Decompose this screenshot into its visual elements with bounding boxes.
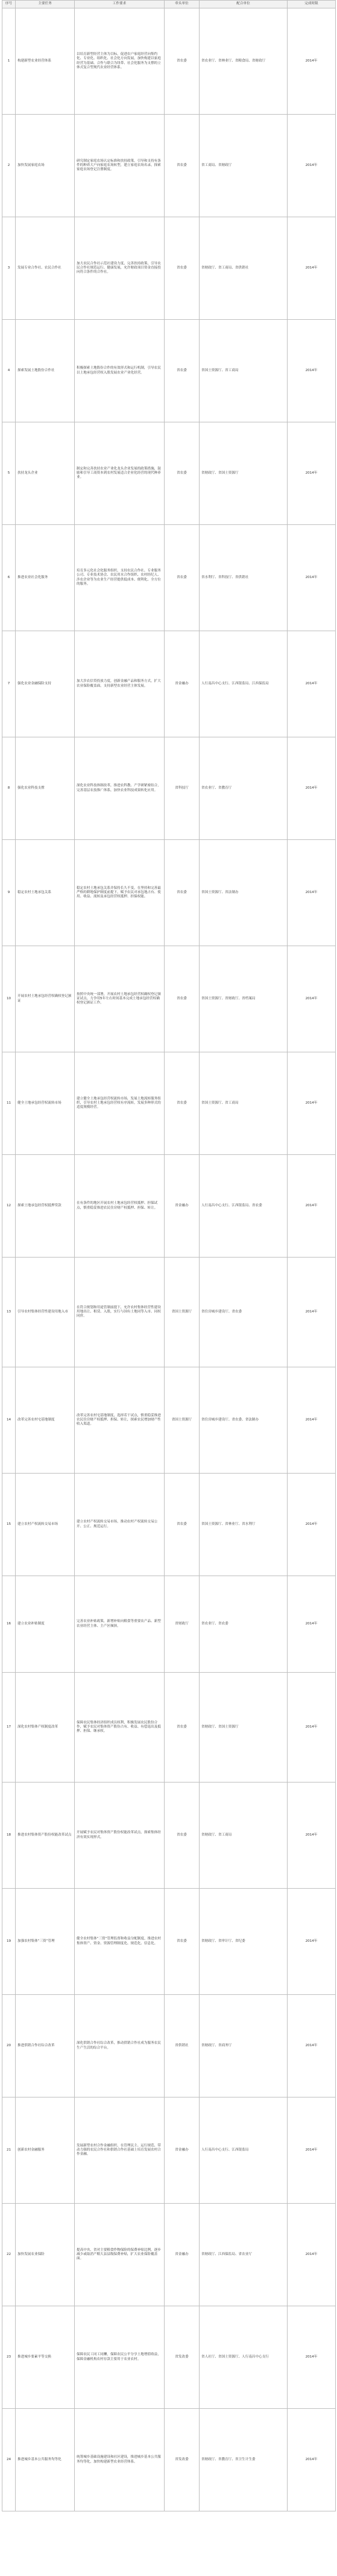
table-row: [2, 115, 336, 217]
row-number: 6: [2, 525, 16, 631]
row-lead-unit: 省供销社: [165, 1995, 200, 2097]
row-deadline: 2014年: [288, 2306, 336, 2409]
row-task: 改革完善农村宅基地制度: [16, 1367, 75, 1474]
row-lead-unit: 省农委: [165, 320, 200, 422]
row-deadline: 2014年: [288, 737, 336, 840]
table-row: [2, 320, 336, 422]
row-deadline: 2014年: [288, 1576, 336, 1673]
row-requirements: 深化农业科技体制改革，推进农科教、产学研紧密结合，完善基层农技推广体系，加快农业科技成果转化应用。: [75, 737, 165, 840]
row-task: 创新农村金融服务: [16, 2097, 75, 2204]
row-cooperating-units: 人行南昌中心支行、江西银监局、江西保监局: [200, 631, 288, 737]
row-task: 推进农业社会化服务: [16, 525, 75, 631]
row-deadline: 2014年: [288, 525, 336, 631]
row-requirements: 积极探索土地股份合作的有效形式和运行机制，引导农民以土地承包经营权入股发展农业产业化经营。: [75, 320, 165, 422]
row-cooperating-units: 省财政厅、省工商局: [200, 1783, 288, 1889]
row-lead-unit: 省农委: [165, 525, 200, 631]
row-cooperating-units: 省国土资源厅、省法制办: [200, 840, 288, 946]
row-requirements: 深化供销合作社综合改革，推动供销合作社成为服务农民生产生活的综合平台。: [75, 1995, 165, 2097]
header-no: 序号: [2, 1, 16, 8]
table-row: [2, 8, 336, 115]
row-lead-unit: 省金融办: [165, 2204, 200, 2306]
row-lead-unit: 省农委: [165, 217, 200, 320]
row-requirements: 以培育新型经营主体为目标，促进农户家庭经营向集约化、专业化、组织化、社会化方向发展，加快构建以家庭经营为基础、合作与联合为纽带、社会化服务为支撑的立体式复合型现代农业经营体系。: [75, 8, 165, 115]
table-row: [2, 1673, 336, 1783]
row-number: 14: [2, 1367, 16, 1474]
row-cooperating-units: 省人社厅、省国土资源厅、人行南昌中心支行: [200, 2306, 288, 2409]
row-number: 16: [2, 1576, 16, 1673]
table-row: [2, 1783, 336, 1889]
table-row: [2, 946, 336, 1052]
row-lead-unit: 省国土资源厅: [165, 1367, 200, 1474]
row-cooperating-units: 省住房城乡建设厅、省农委: [200, 1258, 288, 1367]
row-task: 引导农村集体经营性建设用地入市: [16, 1258, 75, 1367]
table-row: [2, 631, 336, 737]
row-requirements: 开展赋予农民对集体资产股份权能改革试点，探索集体经济有效实现形式。: [75, 1783, 165, 1889]
row-task: 探索发展土地股份合作社: [16, 320, 75, 422]
row-task: 健全土地承包经营权流转市场: [16, 1052, 75, 1155]
row-deadline: 2014年: [288, 115, 336, 217]
row-task: 推进城乡要素平等交换: [16, 2306, 75, 2409]
row-requirements: 加大农民合作社示范社建设力度，完善扶持政策，引导农民合作社规范运行、健康发展，允许财政项目资金直接投向符合条件的合作社。: [75, 217, 165, 320]
table-row: [2, 1889, 336, 1995]
row-deadline: 2014年: [288, 946, 336, 1052]
table-body: [2, 8, 336, 2511]
row-cooperating-units: 省财政厅、省国土资源厅: [200, 422, 288, 525]
row-number: 21: [2, 2097, 16, 2204]
row-number: 8: [2, 737, 16, 840]
row-number: 24: [2, 2409, 16, 2511]
row-lead-unit: 省发改委: [165, 2409, 200, 2511]
row-deadline: 2014年: [288, 422, 336, 525]
row-cooperating-units: 省农业厅、省农委: [200, 1576, 288, 1673]
row-task: 构建新型农业经营体系: [16, 8, 75, 115]
row-lead-unit: 省农委: [165, 1052, 200, 1155]
row-requirements: 统筹城乡基础设施建设和社区建设，推进城乡基本公共服务均等化，加快构建新型农业经营体系。: [75, 2409, 165, 2511]
row-number: 19: [2, 1889, 16, 1995]
row-number: 4: [2, 320, 16, 422]
row-requirements: 发展新型农村合作金融组织，在管理民主、运行规范、带动力强的农民合作社和供销合作社基础上培育发展农村合作金融。: [75, 2097, 165, 2204]
row-requirements: 制定和完善扶持农业产业化龙头企业发展的政策措施，鼓励和引导工商资本到农村发展适合企业化经营的现代种养业。: [75, 422, 165, 525]
row-lead-unit: 省农委: [165, 1889, 200, 1995]
row-cooperating-units: 省住房城乡建设厅、省农委、省法制办: [200, 1367, 288, 1474]
table-row: [2, 1995, 336, 2097]
task-table: [2, 0, 336, 2511]
row-task: 探索土地承包经营权抵押贷款: [16, 1155, 75, 1258]
row-number: 9: [2, 840, 16, 946]
row-task: 加强农村集体“三资”管理: [16, 1889, 75, 1995]
row-cooperating-units: 省国土资源厅、省工商局: [200, 320, 288, 422]
row-lead-unit: 省金融办: [165, 631, 200, 737]
row-requirements: 保障农民集体经济组织成员权利，积极发展农民股份合作，赋予农民对集体资产股份占有、收益、有偿退出及抵押、担保、继承权。: [75, 1673, 165, 1783]
row-number: 18: [2, 1783, 16, 1889]
table-row: [2, 2409, 336, 2511]
row-deadline: 2014年: [288, 1995, 336, 2097]
row-task: 加快发展家庭农场: [16, 115, 75, 217]
row-requirements: 健全农村集体“三资”管理监督和收益分配制度，推进农村集体资产、资金、资源管理制度化、规范化、信息化。: [75, 1889, 165, 1995]
row-lead-unit: 省农委: [165, 1474, 200, 1576]
row-cooperating-units: 省财政厅、江西保监局、省农业厅: [200, 2204, 288, 2306]
row-cooperating-units: 省农业厅、省林业厅、省粮食局、省财政厅: [200, 8, 288, 115]
row-cooperating-units: 省水利厅、省科技厅、省供销社: [200, 525, 288, 631]
row-number: 7: [2, 631, 16, 737]
row-cooperating-units: 省国土资源厅、省林业厅、省水利厅: [200, 1474, 288, 1576]
row-cooperating-units: 省财政厅、省工商局、省供销社: [200, 217, 288, 320]
row-task: 发展专业合作社、农民合作社: [16, 217, 75, 320]
row-lead-unit: 省发改委: [165, 2306, 200, 2409]
header-requirements: 工作要求: [75, 1, 165, 8]
table-row: [2, 525, 336, 631]
row-deadline: 2014年: [288, 840, 336, 946]
row-lead-unit: 省金融办: [165, 1155, 200, 1258]
row-deadline: 2014年: [288, 320, 336, 422]
table-row: [2, 2306, 336, 2409]
row-number: 5: [2, 422, 16, 525]
row-number: 15: [2, 1474, 16, 1576]
row-cooperating-units: 省国土资源厅、省工商局: [200, 1052, 288, 1155]
row-cooperating-units: 省农业厅、省教育厅: [200, 737, 288, 840]
row-cooperating-units: 人行南昌中心支行、江西银监局: [200, 2097, 288, 2204]
row-number: 3: [2, 217, 16, 320]
table-row: [2, 1052, 336, 1155]
row-number: 2: [2, 115, 16, 217]
row-requirements: 稳定农村土地承包关系并保持长久不变，在坚持和完善最严格的耕地保护制度前提下，赋予农民对承包地占有、使用、收益、流转及承包经营权抵押、担保权能。: [75, 840, 165, 946]
row-deadline: 2014年: [288, 8, 336, 115]
row-number: 10: [2, 946, 16, 1052]
row-number: 20: [2, 1995, 16, 2097]
row-requirements: 加大涉农信贷投放力度，创新金融产品和服务方式，扩大农业保险覆盖面，支持新型农业经营主体发展。: [75, 631, 165, 737]
row-requirements: 按照中央统一部署，开展农村土地承包经营权确权登记颁证试点，力争用5年左右时间基本完成土地承包经营权确权登记颁证工作。: [75, 946, 165, 1052]
row-number: 1: [2, 8, 16, 115]
row-cooperating-units: 省财政厅、省国土资源厅: [200, 1673, 288, 1783]
row-requirements: 建立健全土地承包经营权流转市场，发展土地流转服务组织，引导农村土地承包经营权有序流转，发展多种形式的适度规模经营。: [75, 1052, 165, 1155]
row-deadline: 2014年: [288, 1474, 336, 1576]
row-requirements: 建立农村产权流转交易市场，推动农村产权流转交易公开、公正、规范运行。: [75, 1474, 165, 1576]
row-cooperating-units: 省财政厅、省审计厅、省纪委: [200, 1889, 288, 1995]
row-task: 推进农村集体资产股份权能改革试点: [16, 1783, 75, 1889]
row-task: 建立农业补贴制度: [16, 1576, 75, 1673]
header-deadline: 完成时限: [288, 1, 336, 8]
row-cooperating-units: 人行南昌中心支行、江西银监局、省农委: [200, 1155, 288, 1258]
row-requirements: 培育多元化社会化服务组织，支持农民合作社、专业服务公司、专业技术协会、农民用水合作组织、农村经纪人、涉农企业等为农业生产经营提供低成本、便利化、全方位的服务。: [75, 525, 165, 631]
row-task: 推进供销合作社综合改革: [16, 1995, 75, 2097]
row-number: 13: [2, 1258, 16, 1367]
header-cooperating-units: 配合单位: [200, 1, 288, 8]
row-task: 加快发展农业保险: [16, 2204, 75, 2306]
table-row: [2, 1258, 336, 1367]
row-number: 11: [2, 1052, 16, 1155]
row-cooperating-units: 省国土资源厅、省财政厅、省档案局: [200, 946, 288, 1052]
row-deadline: 2014年: [288, 2204, 336, 2306]
row-cooperating-units: 省工商局、省财政厅: [200, 115, 288, 217]
row-task: 稳定农村土地承包关系: [16, 840, 75, 946]
table-row: [2, 217, 336, 320]
row-deadline: 2014年: [288, 1783, 336, 1889]
row-deadline: 2014年: [288, 1367, 336, 1474]
table-row: [2, 422, 336, 525]
row-lead-unit: 省农委: [165, 422, 200, 525]
row-number: 23: [2, 2306, 16, 2409]
table-row: [2, 1367, 336, 1474]
row-requirements: 提高中央、省对主要粮食作物保险的保费补贴比例，逐步减少或取消产粮大县县级保费补贴，扩大农业保险覆盖面。: [75, 2204, 165, 2306]
row-requirements: 完善农业补贴政策，新增补贴向粮食等重要农产品、新型农业经营主体、主产区倾斜。: [75, 1576, 165, 1673]
row-cooperating-units: 省财政厅、省商务厅: [200, 1995, 288, 2097]
row-requirements: 改革完善农村宅基地制度，选择若干试点，慎重稳妥推进农民住房财产权抵押、担保、转让，探索农民增加财产性收入渠道。: [75, 1367, 165, 1474]
table-row: [2, 1474, 336, 1576]
row-lead-unit: 省农委: [165, 1673, 200, 1783]
table-row: [2, 1155, 336, 1258]
table-row: [2, 1576, 336, 1673]
row-lead-unit: 省农委: [165, 115, 200, 217]
row-task: 强化农业金融保险支持: [16, 631, 75, 737]
table-row: [2, 840, 336, 946]
row-requirements: 保障农民工同工同酬，保障农民公平分享土地增值收益，保障金融机构农村存款主要用于农业农村。: [75, 2306, 165, 2409]
row-lead-unit: 省农委: [165, 1783, 200, 1889]
row-deadline: 2014年: [288, 1673, 336, 1783]
row-requirements: 研究制定家庭农场认定标准和扶持政策，引导和支持有条件的种养大户向家庭农场转型，建立家庭农场名录，探索家庭农场登记注册制度。: [75, 115, 165, 217]
table-header-row: [2, 1, 336, 8]
row-number: 22: [2, 2204, 16, 2306]
row-task: 扶持龙头企业: [16, 422, 75, 525]
row-deadline: 2014年: [288, 1258, 336, 1367]
row-deadline: 2014年: [288, 2409, 336, 2511]
table-row: [2, 2097, 336, 2204]
row-number: 12: [2, 1155, 16, 1258]
row-lead-unit: 省农委: [165, 8, 200, 115]
row-lead-unit: 省农委: [165, 946, 200, 1052]
row-deadline: 2014年: [288, 217, 336, 320]
table-row: [2, 2204, 336, 2306]
row-lead-unit: 省国土资源厅: [165, 1258, 200, 1367]
row-requirements: 在有条件的地区开展农村土地承包经营权抵押、担保试点，慎重稳妥推进农民住房财产权抵押、担保、转让。: [75, 1155, 165, 1258]
row-cooperating-units: 省财政厅、省教育厅、省卫生计生委: [200, 2409, 288, 2511]
row-deadline: 2014年: [288, 1889, 336, 1995]
header-lead-unit: 牵头单位: [165, 1, 200, 8]
row-number: 17: [2, 1673, 16, 1783]
row-lead-unit: 省科技厅: [165, 737, 200, 840]
table-row: [2, 737, 336, 840]
row-lead-unit: 省金融办: [165, 2097, 200, 2204]
row-deadline: 2014年: [288, 1155, 336, 1258]
row-requirements: 在符合规划和用途管制前提下，允许农村集体经营性建设用地出让、租赁、入股，实行与国有土地同等入市、同权同价。: [75, 1258, 165, 1367]
row-deadline: 2014年: [288, 1052, 336, 1155]
row-lead-unit: 省农委: [165, 840, 200, 946]
row-task: 深化农村集体产权制度改革: [16, 1673, 75, 1783]
row-lead-unit: 省财政厅: [165, 1576, 200, 1673]
header-task: 主要任务: [16, 1, 75, 8]
row-task: 强化农业科技支撑: [16, 737, 75, 840]
row-task: 建立农村产权流转交易市场: [16, 1474, 75, 1576]
row-deadline: 2014年: [288, 631, 336, 737]
row-deadline: 2014年: [288, 2097, 336, 2204]
row-task: 开展农村土地承包经营权确权登记颁证: [16, 946, 75, 1052]
row-task: 推进城乡基本公共服务均等化: [16, 2409, 75, 2511]
